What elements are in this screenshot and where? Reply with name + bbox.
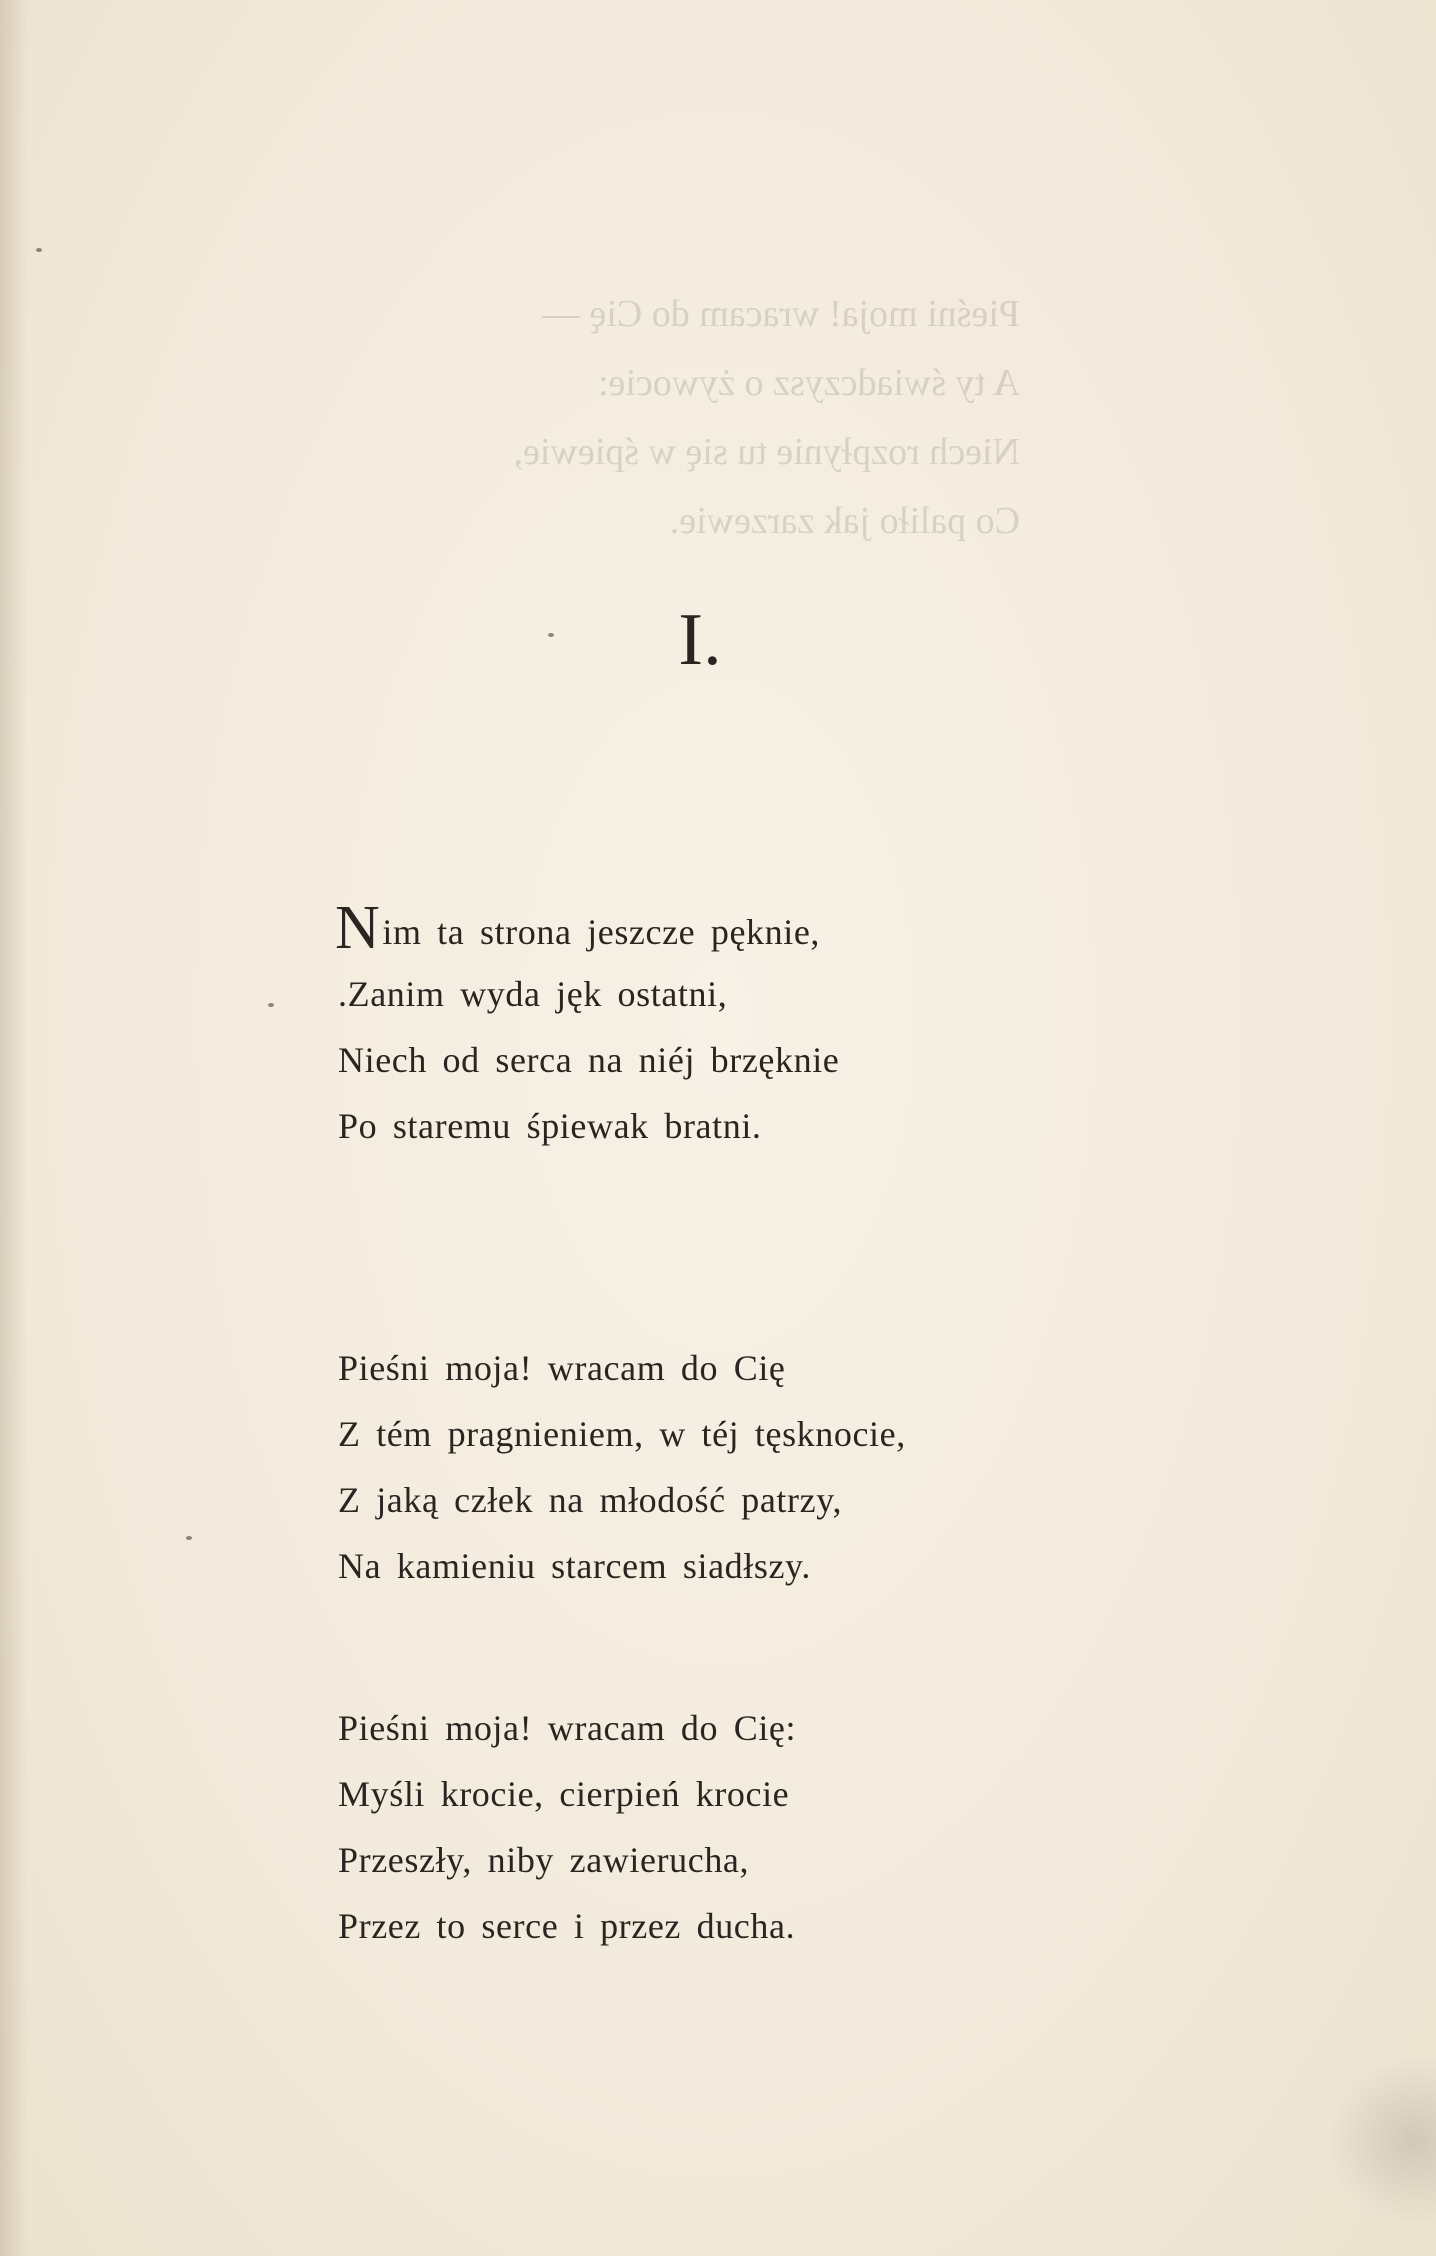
stanza-2 xyxy=(338,1335,906,1599)
verse-line: Myśli krocie, cierpień krocie xyxy=(338,1774,790,1814)
verse-line: Z tém pragnieniem, w téj tęsknocie, xyxy=(338,1414,906,1454)
bleed-line: Niech rozpłynie tu się w śpiewie, xyxy=(513,431,1020,473)
verse-line: .Zanim wyda jęk ostatni, xyxy=(338,974,728,1014)
verse-line: Przez to serce i przez ducha. xyxy=(338,1906,796,1946)
section-numeral: I. xyxy=(678,599,722,681)
stanza-1 xyxy=(335,894,840,1159)
ink-speck xyxy=(548,633,554,637)
ink-speck xyxy=(36,248,42,252)
reverse-page-bleed-through xyxy=(240,280,1020,556)
drop-cap: N xyxy=(335,894,381,962)
verse-line-text: im ta strona jeszcze pęknie, xyxy=(382,912,821,952)
verse-line: Pieśni moja! wracam do Cię xyxy=(338,1348,786,1388)
verse-line xyxy=(335,894,839,962)
bleed-line: Pieśni moja! wracam do Cię — xyxy=(541,293,1020,335)
verse-line: Z jaką człek na młodość patrzy, xyxy=(338,1480,843,1520)
ink-speck xyxy=(268,1003,274,1007)
verse-line: Pieśni moja! wracam do Cię: xyxy=(338,1708,797,1748)
bleed-line: A ty świadczysz o żywocie: xyxy=(597,362,1020,404)
bleed-line: Co paliło jak zarzewie. xyxy=(669,500,1020,542)
page-gutter-shadow xyxy=(0,0,28,2256)
verse-line: Na kamieniu starcem siadłszy. xyxy=(338,1546,811,1586)
ink-speck xyxy=(186,1536,192,1540)
verse-line: Po staremu śpiewak bratni. xyxy=(338,1106,762,1146)
verse-line: Przeszły, niby zawierucha, xyxy=(338,1840,750,1880)
stanza-3 xyxy=(338,1695,796,1959)
paper-stain xyxy=(1326,2056,1436,2226)
verse-line: Niech od serca na niéj brzęknie xyxy=(338,1040,840,1080)
